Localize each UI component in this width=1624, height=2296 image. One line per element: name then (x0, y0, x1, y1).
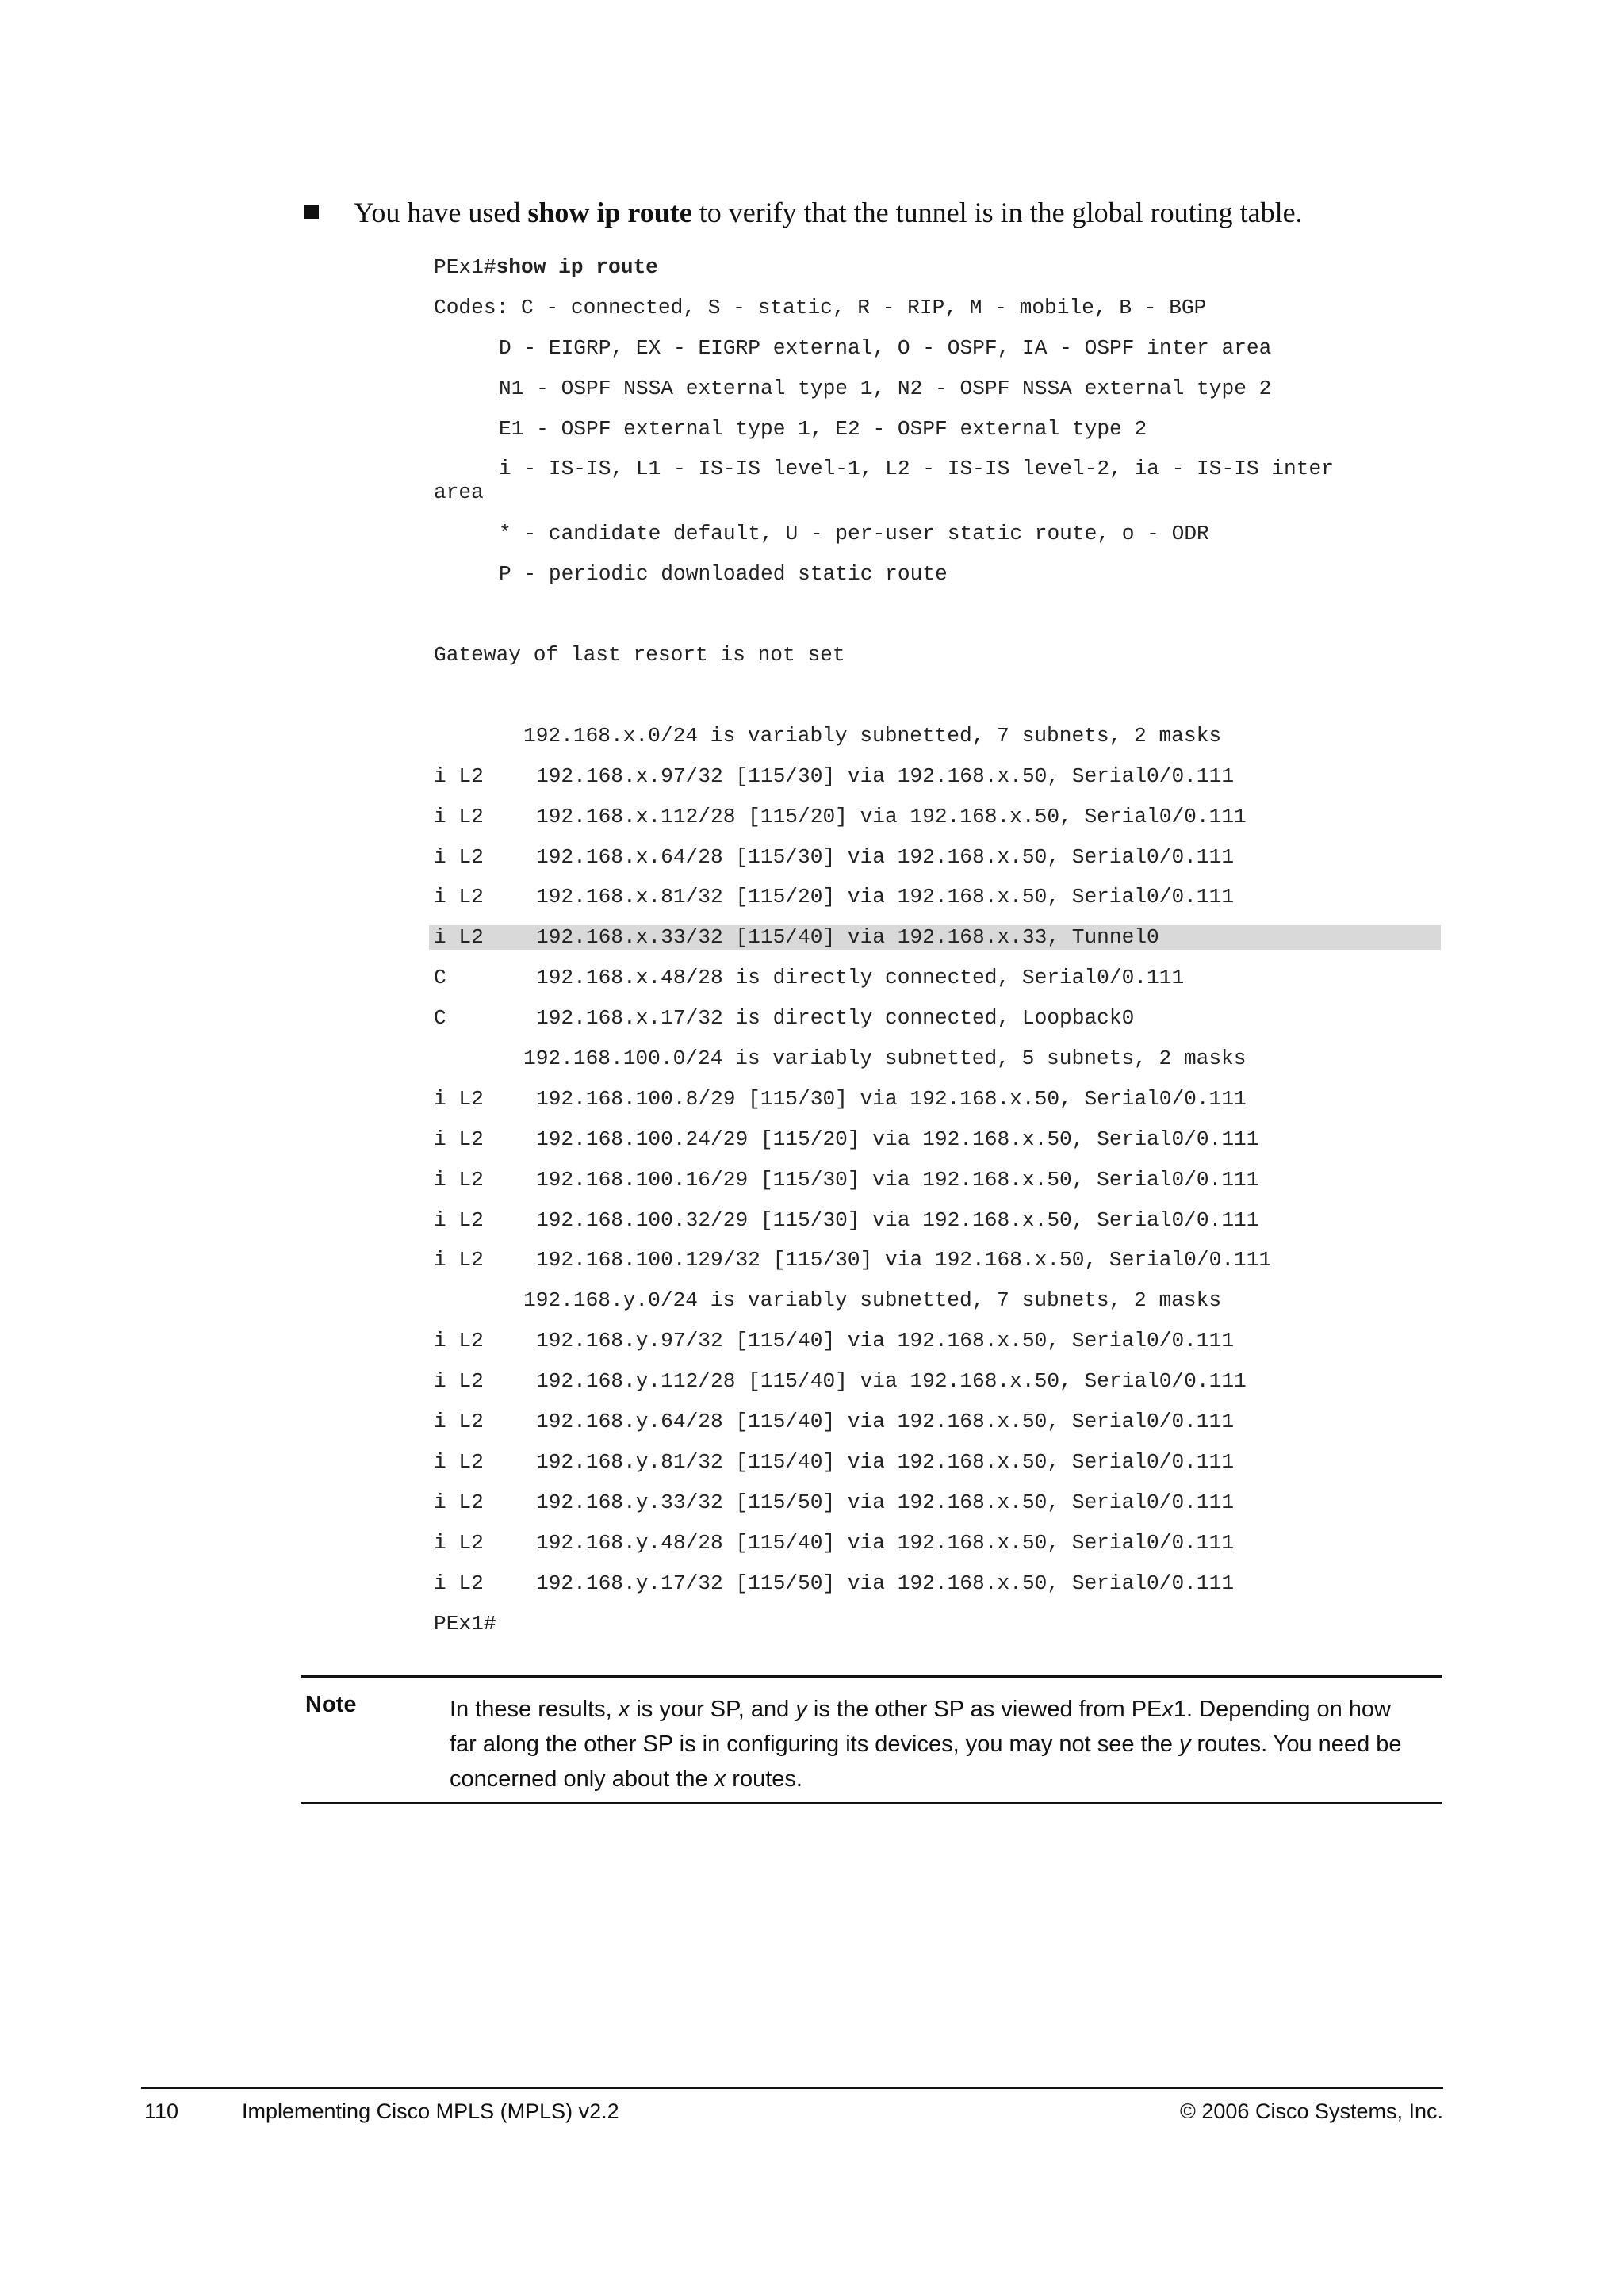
route-row: C 192.168.x.17/32 is directly connected, Loopback0 (434, 1006, 1135, 1031)
route-row: i L2 192.168.x.112/28 [115/20] via 192.168.x.50, Serial0/0.111 (434, 804, 1247, 828)
route-row: i L2 192.168.x.81/32 [115/20] via 192.168.x.50, Serial0/0.111 (434, 885, 1235, 909)
bullet-text: You have used show ip route to verify that the tunnel is in the global routing table. (354, 197, 1303, 228)
route-row: i L2 192.168.y.48/28 [115/40] via 192.168.x.50, Serial0/0.111 (434, 1530, 1235, 1555)
note-box (301, 1675, 1442, 1804)
route-row: C 192.168.x.48/28 is directly connected, Serial0/0.111 (434, 966, 1185, 990)
blank-line (434, 595, 1441, 635)
cli-output (434, 247, 1441, 1644)
codes-line: N1 - OSPF NSSA external type 1, N2 - OSPF NSSA external type 2 (499, 376, 1272, 400)
route-row: i L2 192.168.y.64/28 [115/40] via 192.168.x.50, Serial0/0.111 (434, 1410, 1235, 1434)
gateway-line: Gateway of last resort is not set (434, 643, 845, 668)
codes-line: Codes: C - connected, S - static, R - RIP, M - mobile, B - BGP (434, 295, 1207, 320)
route-row: i L2 192.168.100.8/29 [115/30] via 192.168.x.50, Serial0/0.111 (434, 1086, 1247, 1111)
codes-line: E1 - OSPF external type 1, E2 - OSPF external type 2 (499, 416, 1147, 441)
codes-line-wrapped: i - IS-IS, L1 - IS-IS level-1, L2 - IS-IS level-2, ia - IS-IS inter area (434, 457, 1334, 505)
bullet-command: show ip route (527, 197, 692, 228)
blank-line (434, 675, 1441, 716)
note-label: Note (305, 1692, 357, 1717)
route-row: i L2 192.168.100.32/29 [115/30] via 192.168.x.50, Serial0/0.111 (434, 1207, 1259, 1232)
cli-prompt-line: PEx1#show ip route (434, 255, 658, 279)
route-row: i L2 192.168.y.17/32 [115/50] via 192.168.x.50, Serial0/0.111 (434, 1571, 1235, 1595)
route-row: i L2 192.168.y.81/32 [115/40] via 192.168.x.50, Serial0/0.111 (434, 1449, 1235, 1474)
codes-line: D - EIGRP, EX - EIGRP external, O - OSPF, IA - OSPF inter area (499, 335, 1272, 360)
route-row: i L2 192.168.100.129/32 [115/30] via 192.168.x.50, Serial0/0.111 (434, 1248, 1272, 1272)
route-row: i L2 192.168.y.112/28 [115/40] via 192.168.x.50, Serial0/0.111 (434, 1369, 1247, 1394)
route-row: i L2 192.168.100.24/29 [115/20] via 192.168.x.50, Serial0/0.111 (434, 1127, 1259, 1151)
codes-line: P - periodic downloaded static route (499, 562, 948, 587)
cli-command: show ip route (496, 255, 658, 279)
subnet-header: 192.168.y.0/24 is variably subnetted, 7 subnets, 2 masks (523, 1288, 1222, 1313)
route-row: i L2 192.168.y.33/32 [115/50] via 192.168.x.50, Serial0/0.111 (434, 1490, 1235, 1514)
cli-end-prompt: PEx1# (434, 1611, 496, 1636)
subnet-header: 192.168.100.0/24 is variably subnetted, 5 subnets, 2 masks (523, 1047, 1247, 1071)
route-row: i L2 192.168.y.97/32 [115/40] via 192.168.x.50, Serial0/0.111 (434, 1329, 1235, 1353)
footer-divider (141, 2087, 1443, 2089)
footer-copyright: © 2006 Cisco Systems, Inc. (1179, 2099, 1443, 2123)
subnet-header: 192.168.x.0/24 is variably subnetted, 7 subnets, 2 masks (523, 723, 1222, 748)
square-bullet-icon (304, 205, 319, 219)
page-number: 110 (144, 2099, 179, 2123)
route-row: i L2 192.168.x.97/32 [115/30] via 192.168.x.50, Serial0/0.111 (434, 763, 1235, 788)
route-row: i L2 192.168.100.16/29 [115/30] via 192.168.x.50, Serial0/0.111 (434, 1167, 1259, 1192)
route-row-highlighted-tunnel: i L2 192.168.x.33/32 [115/40] via 192.168.x.33, Tunnel0 (429, 925, 1441, 950)
codes-line: * - candidate default, U - per-user static route, o - ODR (499, 522, 1209, 546)
note-text: In these results, x is your SP, and y is the other SP as viewed from PEx1. Depending on how far along the other SP is in configuring its devices, you may not see the y routes. You need be concerned only about the x routes. (450, 1697, 1402, 1792)
footer-title: Implementing Cisco MPLS (MPLS) v2.2 (242, 2099, 619, 2123)
route-row: i L2 192.168.x.64/28 [115/30] via 192.168.x.50, Serial0/0.111 (434, 844, 1235, 869)
